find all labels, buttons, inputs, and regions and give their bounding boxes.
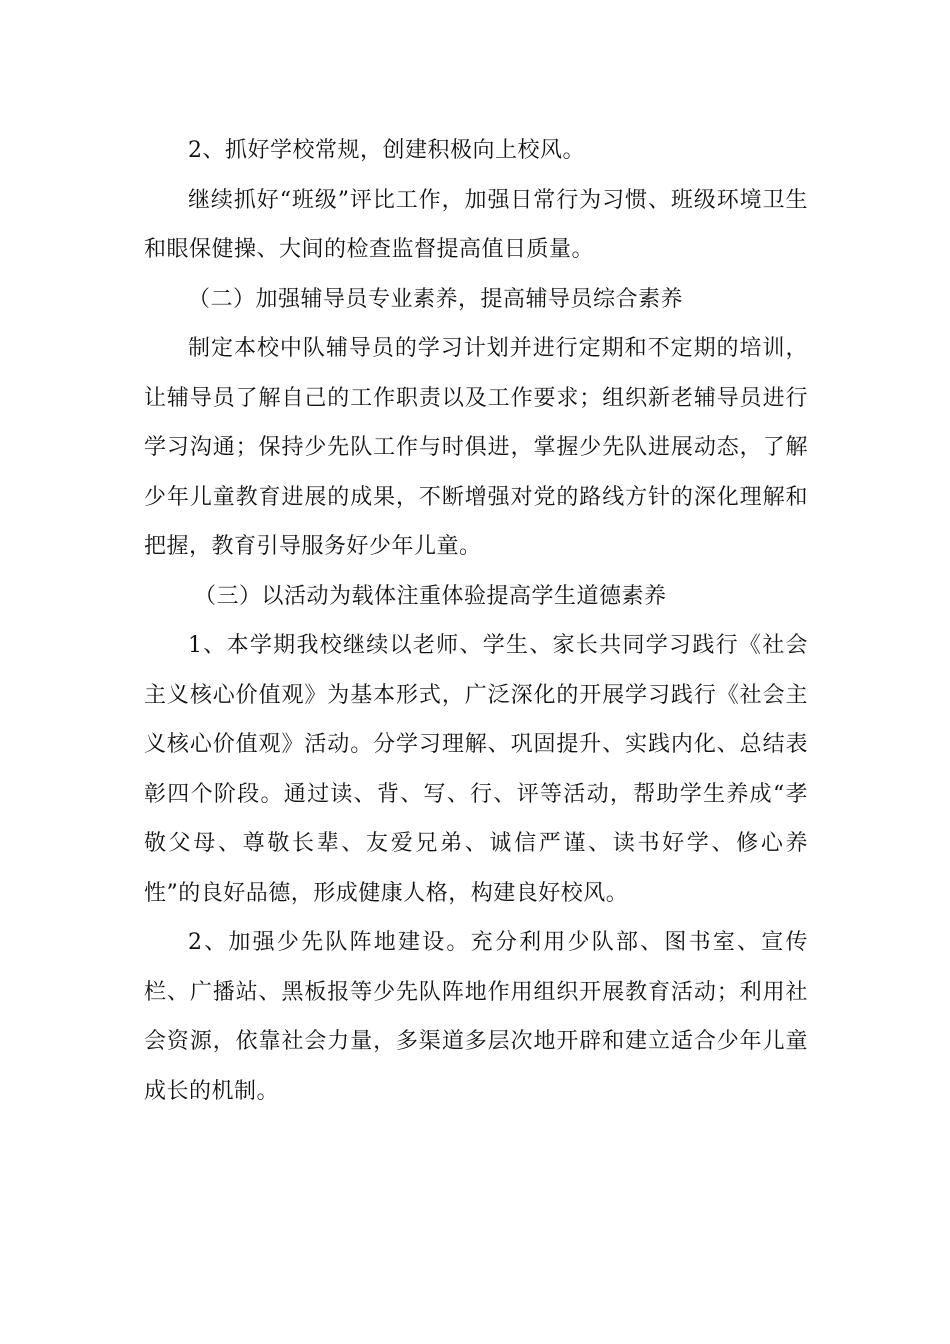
paragraph-position-building: 2、加强少先队阵地建设。充分利用少队部、图书室、宣传栏、广播站、黑板报等少先队阵地作用组织开展教育活动；利用社会资源，依靠社会力量，多渠道多层次地开辟和建立适合少年儿童成长的机制。 [144,930,808,1104]
section-heading-2: （二）加强辅导员专业素养，提高辅导员综合素养 [188,286,684,312]
paragraph-core-values: 1、本学期我校继续以老师、学生、家长共同学习践行《社会主义核心价值观》为基本形式，广泛深化的开展学习践行《社会主义核心价值观》活动。分学习理解、巩固提升、实践内化、总结表彰四个阶段。通过读、背、写、行、评等活动，帮助学生养成“孝敬父母、尊敬长辈、友爱兄弟、诚信严谨、读书好学、修心养性”的良好品德，形成健康人格，构建良好校风。 [144,633,808,906]
paragraph-school-routine: 2、抓好学校常规，创建积极向上校风。 [188,138,585,163]
document-body [144,126,808,1116]
paragraph-class-evaluation: 继续抓好“班级”评比工作，加强日常行为习惯、班级环境卫生和眼保健操、大间的检查监督提高值日质量。 [144,187,808,262]
section-heading-3: （三）以活动为载体注重体验提高学生道德素养 [194,583,667,609]
paragraph-counselor-training: 制定本校中队辅导员的学习计划并进行定期和不定期的培训，让辅导员了解自己的工作职责以及工作要求；组织新老辅导员进行学习沟通；保持少先队工作与时俱进，掌握少先队进展动态，了解少年儿童教育进展的成果，不断增强对党的路线方针的深化理解和把握，教育引导服务好少年儿童。 [144,336,808,559]
